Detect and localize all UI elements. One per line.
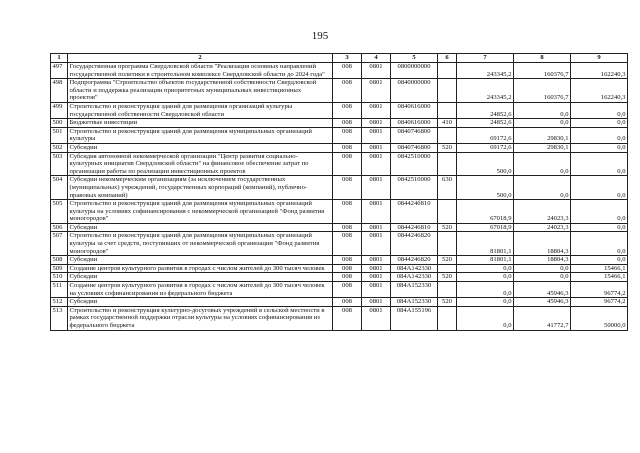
- admin-code: 008: [333, 200, 362, 224]
- amount-col-9: 162240,3: [571, 79, 628, 103]
- amount-col-7: 0,0: [457, 264, 514, 273]
- item-name: Создание центров культурного развития в городах с числом жителей до 300 тысяч человек: [68, 264, 333, 273]
- item-name: Строительство и реконструкция зданий для размещения муниципальных организаций культуры за счет средств, поступивших от некоммерческой организации "Фонд развития моногородов": [68, 232, 333, 256]
- amount-col-7: 69172,6: [457, 127, 514, 143]
- expense-type-code: [438, 127, 457, 143]
- expense-type-code: [438, 264, 457, 273]
- item-name: Субсидии: [68, 273, 333, 282]
- expense-type-code: [438, 152, 457, 176]
- section-code: 0801: [362, 119, 391, 128]
- amount-col-7: 0,0: [457, 273, 514, 282]
- amount-col-9: 96774,2: [571, 298, 628, 307]
- admin-code: 008: [333, 119, 362, 128]
- amount-col-9: 0,0: [571, 223, 628, 232]
- amount-col-8: 18804,3: [514, 256, 571, 265]
- table-row: [51, 127, 628, 143]
- target-code: 0840616000: [391, 119, 438, 128]
- amount-col-7: 81801,1: [457, 256, 514, 265]
- item-name: Субсидии: [68, 223, 333, 232]
- item-name: Субсидии: [68, 143, 333, 152]
- table-row: [51, 200, 628, 224]
- expense-type-code: [438, 63, 457, 79]
- target-code: 084A152330: [391, 282, 438, 298]
- row-number: 503: [51, 152, 68, 176]
- amount-col-8: 160376,7: [514, 79, 571, 103]
- section-code: 0801: [362, 63, 391, 79]
- admin-code: 008: [333, 273, 362, 282]
- amount-col-9: 50000,0: [571, 306, 628, 330]
- admin-code: 008: [333, 63, 362, 79]
- item-name: Строительство и реконструкция зданий для размещения муниципальных организаций культуры: [68, 127, 333, 143]
- amount-col-8: 160376,7: [514, 63, 571, 79]
- expense-type-code: 520: [438, 256, 457, 265]
- amount-col-7: 500,0: [457, 152, 514, 176]
- amount-col-8: 0,0: [514, 264, 571, 273]
- expense-type-code: [438, 102, 457, 118]
- amount-col-9: 0,0: [571, 176, 628, 200]
- expense-type-code: [438, 232, 457, 256]
- target-code: 084A142330: [391, 273, 438, 282]
- row-number: 513: [51, 306, 68, 330]
- amount-col-7: 0,0: [457, 306, 514, 330]
- header-cell: 9: [571, 54, 628, 63]
- amount-col-8: 24023,3: [514, 200, 571, 224]
- amount-col-9: 162240,3: [571, 63, 628, 79]
- amount-col-8: 18804,3: [514, 232, 571, 256]
- table-row: [51, 102, 628, 118]
- item-name: Субсидия автономной некоммерческой организации "Центр развития социально-культурных инициатив Свердловской области" на финансовое обеспечение затрат по организации работы по реализации инвестиционных проектов: [68, 152, 333, 176]
- amount-col-9: 0,0: [571, 102, 628, 118]
- table-row: [51, 119, 628, 128]
- section-code: 0801: [362, 282, 391, 298]
- header-cell: 7: [457, 54, 514, 63]
- row-number: 508: [51, 256, 68, 265]
- table-row: [51, 63, 628, 79]
- table-row: [51, 256, 628, 265]
- target-code: 0840616000: [391, 102, 438, 118]
- amount-col-9: 96774,2: [571, 282, 628, 298]
- amount-col-9: 15466,1: [571, 273, 628, 282]
- amount-col-7: 69172,6: [457, 143, 514, 152]
- item-name: Подпрограмма "Строительство объектов государственной собственности Свердловской области и поддержка реализации приоритетных муниципальных инвестиционных проектов": [68, 79, 333, 103]
- header-cell: 3: [333, 54, 362, 63]
- amount-col-9: 0,0: [571, 127, 628, 143]
- expense-type-code: 630: [438, 176, 457, 200]
- row-number: 509: [51, 264, 68, 273]
- section-code: 0801: [362, 232, 391, 256]
- amount-col-9: 0,0: [571, 119, 628, 128]
- amount-col-7: 81801,1: [457, 232, 514, 256]
- table-row: [51, 264, 628, 273]
- amount-col-9: 0,0: [571, 152, 628, 176]
- header-cell: 2: [68, 54, 333, 63]
- section-code: 0801: [362, 223, 391, 232]
- admin-code: 008: [333, 127, 362, 143]
- target-code: 0840746800: [391, 143, 438, 152]
- amount-col-8: 0,0: [514, 273, 571, 282]
- amount-col-8: 29830,1: [514, 143, 571, 152]
- admin-code: 008: [333, 152, 362, 176]
- section-code: 0801: [362, 102, 391, 118]
- row-number: 505: [51, 200, 68, 224]
- row-number: 500: [51, 119, 68, 128]
- item-name: Строительство и реконструкция зданий для размещения организаций культуры государственной собственности Свердловской области: [68, 102, 333, 118]
- item-name: Субсидии некоммерческим организациям (за исключением государственных (муниципальных) учреждений, государственных корпораций (компаний), публично-правовых компаний): [68, 176, 333, 200]
- header-cell: 4: [362, 54, 391, 63]
- table-row: [51, 143, 628, 152]
- section-code: 0801: [362, 176, 391, 200]
- admin-code: 008: [333, 232, 362, 256]
- amount-col-7: 67018,9: [457, 200, 514, 224]
- amount-col-9: 0,0: [571, 200, 628, 224]
- row-number: 498: [51, 79, 68, 103]
- header-cell: 6: [438, 54, 457, 63]
- amount-col-7: 500,0: [457, 176, 514, 200]
- admin-code: 008: [333, 282, 362, 298]
- amount-col-9: 0,0: [571, 256, 628, 265]
- amount-col-8: 0,0: [514, 152, 571, 176]
- item-name: Создание центров культурного развития в городах с числом жителей до 300 тысяч человек на условиях софинансирования из федерального бюджета: [68, 282, 333, 298]
- table-header-row: [51, 54, 628, 63]
- section-code: 0801: [362, 306, 391, 330]
- target-code: 0842510000: [391, 152, 438, 176]
- item-name: Строительство и реконструкция культурно-досуговых учреждений в сельской местности в рамках государственной поддержки отрасли культуры на условиях софинансирования из федерального бюджета: [68, 306, 333, 330]
- expense-type-code: 520: [438, 143, 457, 152]
- amount-col-7: 0,0: [457, 282, 514, 298]
- table-row: [51, 223, 628, 232]
- row-number: 511: [51, 282, 68, 298]
- row-number: 497: [51, 63, 68, 79]
- target-code: 0842510000: [391, 176, 438, 200]
- table-row: [51, 306, 628, 330]
- admin-code: 008: [333, 102, 362, 118]
- table-row: [51, 79, 628, 103]
- target-code: 084A155196: [391, 306, 438, 330]
- target-code: 0844246810: [391, 223, 438, 232]
- admin-code: 008: [333, 298, 362, 307]
- row-number: 501: [51, 127, 68, 143]
- page-number: 195: [311, 30, 329, 42]
- row-number: 512: [51, 298, 68, 307]
- admin-code: 008: [333, 79, 362, 103]
- section-code: 0801: [362, 264, 391, 273]
- table-row: [51, 282, 628, 298]
- admin-code: 008: [333, 223, 362, 232]
- table-row: [51, 298, 628, 307]
- section-code: 0801: [362, 127, 391, 143]
- row-number: 506: [51, 223, 68, 232]
- row-number: 510: [51, 273, 68, 282]
- amount-col-7: 243345,2: [457, 79, 514, 103]
- amount-col-8: 0,0: [514, 102, 571, 118]
- target-code: 084424б810: [391, 200, 438, 224]
- target-code: 0844246820: [391, 256, 438, 265]
- expense-type-code: [438, 200, 457, 224]
- admin-code: 008: [333, 143, 362, 152]
- amount-col-8: 41772,7: [514, 306, 571, 330]
- section-code: 0801: [362, 298, 391, 307]
- section-code: 0801: [362, 79, 391, 103]
- section-code: 0801: [362, 273, 391, 282]
- expense-type-code: 520: [438, 298, 457, 307]
- item-name: Субсидии: [68, 298, 333, 307]
- item-name: Бюджетные инвестиции: [68, 119, 333, 128]
- table-row: [51, 176, 628, 200]
- target-code: 0800000000: [391, 63, 438, 79]
- expense-type-code: 410: [438, 119, 457, 128]
- section-code: 0801: [362, 152, 391, 176]
- amount-col-7: 67018,9: [457, 223, 514, 232]
- amount-col-8: 29830,1: [514, 127, 571, 143]
- target-code: 084A142330: [391, 264, 438, 273]
- row-number: 499: [51, 102, 68, 118]
- amount-col-9: 15466,1: [571, 264, 628, 273]
- budget-table: [50, 53, 628, 331]
- amount-col-8: 45946,3: [514, 298, 571, 307]
- amount-col-8: 45946,3: [514, 282, 571, 298]
- section-code: 0801: [362, 256, 391, 265]
- item-name: Субсидии: [68, 256, 333, 265]
- target-code: 0840746800: [391, 127, 438, 143]
- amount-col-7: 243345,2: [457, 63, 514, 79]
- amount-col-9: 0,0: [571, 143, 628, 152]
- expense-type-code: [438, 282, 457, 298]
- header-cell: 5: [391, 54, 438, 63]
- expense-type-code: 520: [438, 223, 457, 232]
- amount-col-8: 0,0: [514, 119, 571, 128]
- row-number: 502: [51, 143, 68, 152]
- table-row: [51, 152, 628, 176]
- amount-col-8: 0,0: [514, 176, 571, 200]
- row-number: 507: [51, 232, 68, 256]
- target-code: 0840000000: [391, 79, 438, 103]
- expense-type-code: [438, 79, 457, 103]
- amount-col-8: 24023,3: [514, 223, 571, 232]
- header-cell: 8: [514, 54, 571, 63]
- item-name: Строительство и реконструкция зданий для размещения муниципальных организаций культуры на условиях софинансирования с некоммерческой организацией "Фонд развития моногородов": [68, 200, 333, 224]
- admin-code: 008: [333, 256, 362, 265]
- table-body: [51, 54, 628, 331]
- amount-col-7: 24852,6: [457, 119, 514, 128]
- row-number: 504: [51, 176, 68, 200]
- target-code: 0844246820: [391, 232, 438, 256]
- admin-code: 008: [333, 306, 362, 330]
- target-code: 084A152330: [391, 298, 438, 307]
- item-name: Государственная программа Свердловской области "Реализация основных направлений государственной политики в строительном комплексе Свердловской области до 2024 года": [68, 63, 333, 79]
- amount-col-9: 0,0: [571, 232, 628, 256]
- expense-type-code: [438, 306, 457, 330]
- section-code: 0801: [362, 200, 391, 224]
- table-row: [51, 273, 628, 282]
- header-cell: 1: [51, 54, 68, 63]
- admin-code: 008: [333, 264, 362, 273]
- section-code: 0801: [362, 143, 391, 152]
- admin-code: 008: [333, 176, 362, 200]
- amount-col-7: 24852,6: [457, 102, 514, 118]
- amount-col-7: 0,0: [457, 298, 514, 307]
- table-row: [51, 232, 628, 256]
- expense-type-code: 520: [438, 273, 457, 282]
